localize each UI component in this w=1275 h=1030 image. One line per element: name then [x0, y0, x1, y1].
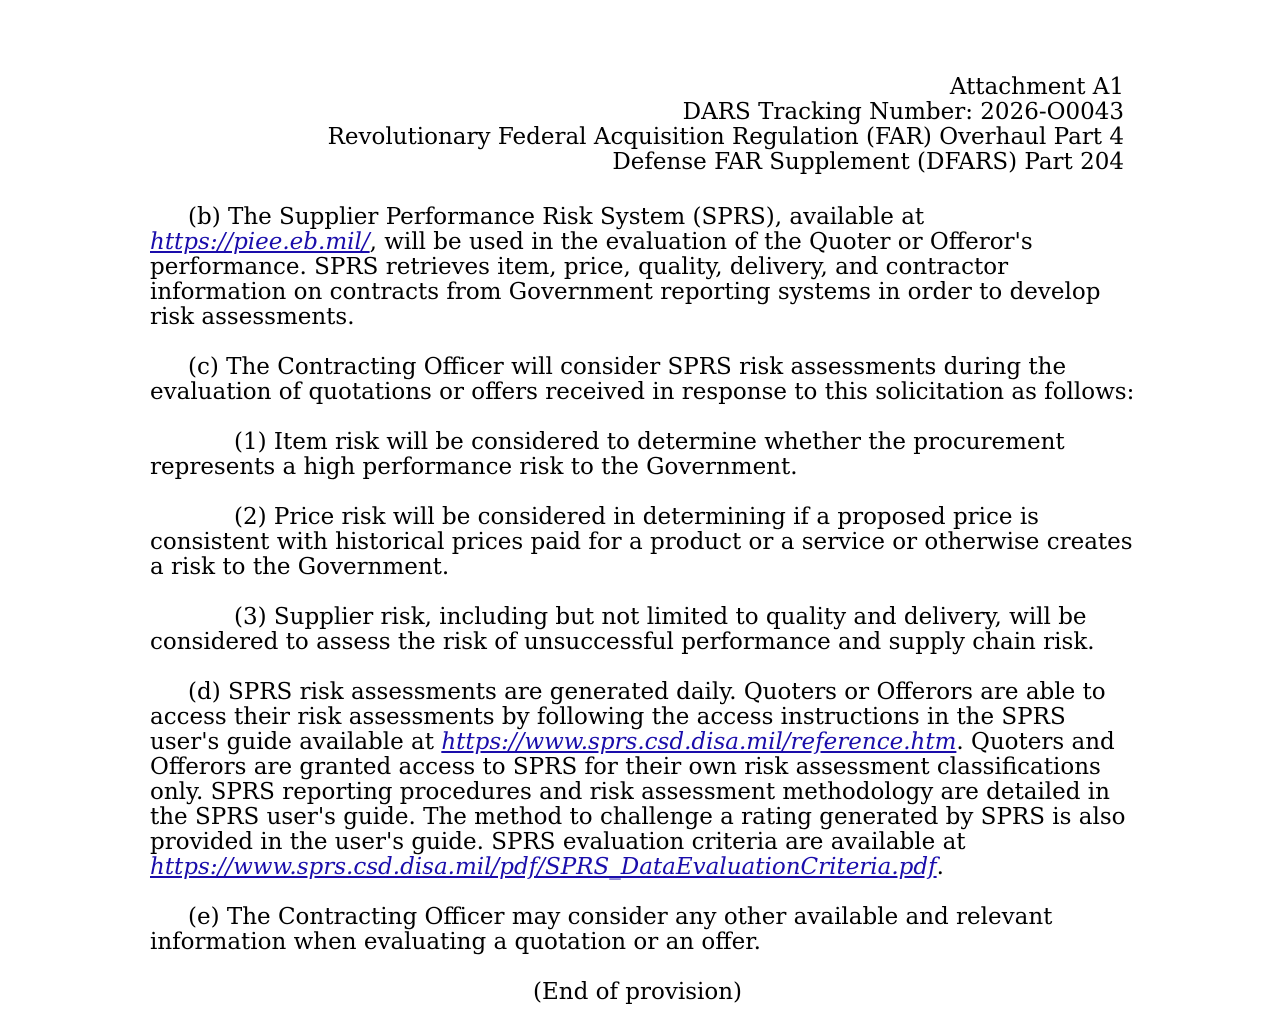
paragraph-line: information when evaluating a quotation or an offer. [150, 929, 761, 955]
paragraph-line: consistent with historical prices paid for a product or a service or otherwise creates [150, 529, 1133, 555]
paragraph-line: (2) Price risk will be considered in determining if a proposed price is [234, 504, 1039, 530]
paragraph-line: a risk to the Government. [150, 554, 450, 580]
paragraph-line: (3) Supplier risk, including but not limited to quality and delivery, will be [234, 604, 1087, 630]
paragraph-line: Offerors are granted access to SPRS for their own risk assessment classifications [150, 754, 1101, 780]
paragraph-c [150, 354, 1135, 405]
paragraph-line [150, 730, 1130, 755]
dars-tracking-number: DARS Tracking Number: 2026-O0043 [682, 99, 1124, 125]
paragraph-c-3 [150, 605, 1130, 655]
provision-body [150, 204, 1135, 1030]
paragraph-text: user's guide available at [150, 729, 442, 755]
paragraph-line: evaluation of quotations or offers received in response to this solicitation as follows: [150, 379, 1135, 405]
end-of-provision: (End of provision) [533, 979, 742, 1005]
paragraph-line: represents a high performance risk to the Government. [150, 454, 798, 480]
paragraph-line: risk assessments. [150, 304, 355, 330]
paragraph-line: (c) The Contracting Officer will consider SPRS risk assessments during the [188, 354, 1067, 380]
dfars-part-title: Defense FAR Supplement (DFARS) Part 204 [612, 149, 1124, 175]
paragraph-text: , will be used in the evaluation of the Quoter or Offeror's [369, 229, 1033, 255]
attachment-label: Attachment A1 [949, 74, 1124, 100]
paragraph-text: . Quoters and [956, 729, 1115, 755]
paragraph-line [150, 855, 1130, 880]
paragraph-d [150, 680, 1130, 880]
paragraph-c-1 [150, 430, 1130, 480]
paragraph-text: . [936, 854, 944, 880]
paragraph-c-2 [150, 504, 1133, 580]
paragraph-line [150, 230, 1130, 255]
paragraph-line: only. SPRS reporting procedures and risk assessment methodology are detailed in [150, 779, 1110, 805]
paragraph-line: (1) Item risk will be considered to determine whether the procurement [234, 429, 1065, 455]
paragraph-line: performance. SPRS retrieves item, price, quality, delivery, and contractor [150, 254, 1009, 280]
paragraph-line: (b) The Supplier Performance Risk System (SPRS), available at [188, 204, 925, 230]
paragraph-line: access their risk assessments by following the access instructions in the SPRS [150, 704, 1066, 730]
sprs-reference-link[interactable]: https://www.sprs.csd.disa.mil/reference.htm [441, 729, 957, 755]
document-header [328, 75, 1124, 175]
paragraph-line: (d) SPRS risk assessments are generated daily. Quoters or Offerors are able to [188, 679, 1106, 705]
paragraph-line: the SPRS user's guide. The method to challenge a rating generated by SPRS is also [150, 804, 1126, 830]
piee-link[interactable]: https://piee.eb.mil/ [150, 229, 370, 255]
paragraph-line: provided in the user's guide. SPRS evaluation criteria are available at [150, 829, 966, 855]
paragraph-line: (e) The Contracting Officer may consider any other available and relevant [188, 904, 1053, 930]
paragraph-e [150, 905, 1130, 955]
sprs-evaluation-criteria-link[interactable]: https://www.sprs.csd.disa.mil/pdf/SPRS_DataEvaluationCriteria.pdf [150, 854, 937, 880]
paragraph-b [150, 205, 1130, 330]
far-overhaul-title: Revolutionary Federal Acquisition Regulation (FAR) Overhaul Part 4 [327, 124, 1124, 150]
paragraph-line: considered to assess the risk of unsuccessful performance and supply chain risk. [150, 629, 1095, 655]
paragraph-line: information on contracts from Government reporting systems in order to develop [150, 279, 1101, 305]
